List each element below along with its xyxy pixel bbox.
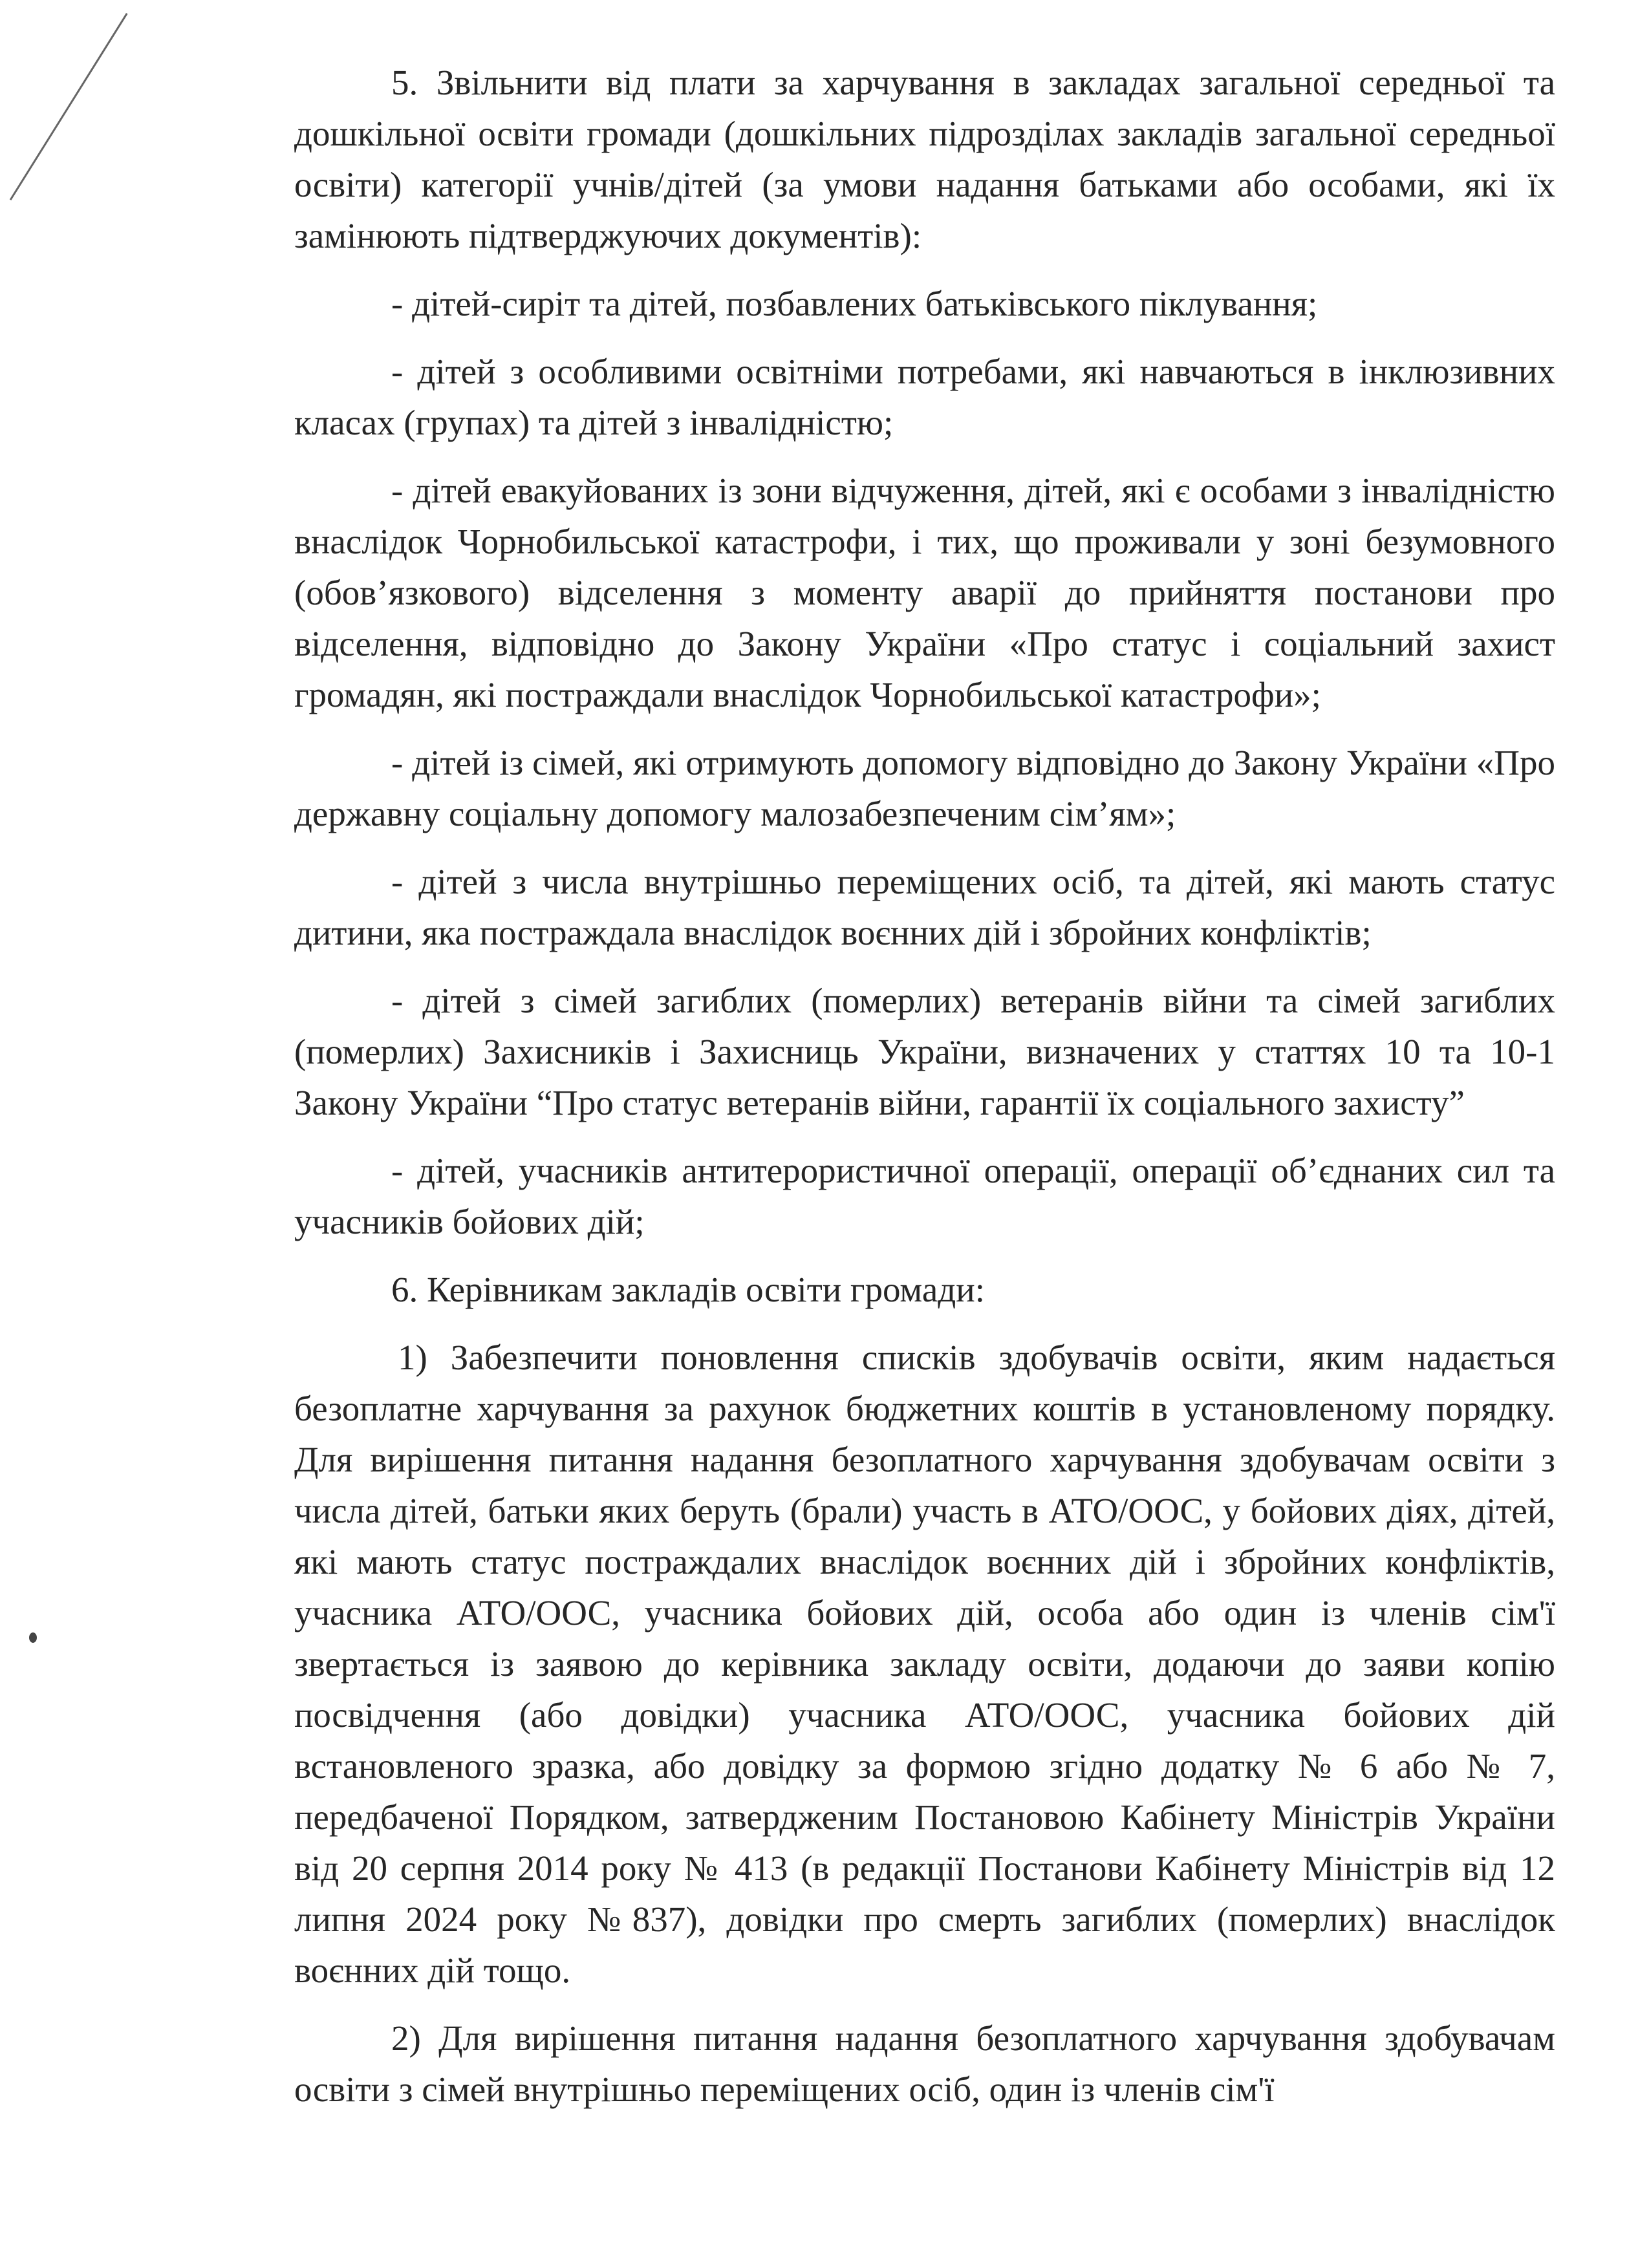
list-item-orphans: - дітей-сиріт та дітей, позбавлених батьківського піклування;: [391, 284, 1318, 323]
scan-dot-mark: [29, 1632, 37, 1643]
list-item-combatants: - дітей, учасників антитерористичної операції, операції об’єднаних сил та учасників бойових дій;: [294, 1151, 1555, 1241]
subparagraph-1: 1) Забезпечити поновлення списків здобувачів освіти, яким надається безоплатне харчування за рахунок бюджетних коштів в установленому порядку. Для вирішення питання надання безоплатного харчування здобувачам освіти з числа дітей, батьки яких беруть (брали) участь в АТО/ООС, у бойових діях, дітей, які мають статус постраждалих внаслідок воєнних дій і збройних конфліктів, учасника АТО/ООС, учасника бойових дій, особа або один із членів сім'ї звертається із заявою до керівника закладу освіти, додаючи до заяви копію посвідчення (або довідки) учасника АТО/ООС, учасника бойових дій встановленого зразка, або довідку за формою згідно додатку № 6 або № 7, передбаченої Порядком, затвердженим Постановою Кабінету Міністрів України від 20 серпня 2014 року № 413 (в редакції Постанови Кабінету Міністрів від 12 липня 2024 року №837), довідки про смерть загиблих (померлих) внаслідок воєнних дій тощо.: [294, 1338, 1555, 1990]
list-item-special-needs: - дітей з особливими освітніми потребами, які навчаються в інклюзивних класах (групах) та дітей з інвалідністю;: [294, 352, 1555, 442]
scan-stroke-mark: [10, 13, 128, 200]
subparagraph-2: 2) Для вирішення питання надання безоплатного харчування здобувачам освіти з сімей внутрішньо переміщених осіб, один із членів сім'ї: [294, 2018, 1555, 2109]
paragraph-6: 6. Керівникам закладів освіти громади:: [391, 1270, 985, 1309]
list-item-low-income: - дітей із сімей, які отримують допомогу відповідно до Закону України «Про державну соціальну допомогу малозабезпеченим сім’ям»;: [294, 743, 1555, 833]
document-body: [294, 57, 1555, 2132]
list-item-idp: - дітей з числа внутрішньо переміщених осіб, та дітей, які мають статус дитини, яка постраждала внаслідок воєнних дій і збройних конфліктів;: [294, 862, 1555, 952]
paragraph-5: 5. Звільнити від плати за харчування в закладах загальної середньої та дошкільної освіти громади (дошкільних підрозділах закладів загальної середньої освіти) категорії учнів/дітей (за умови надання батьками або особами, які їх замінюють підтверджуючих документів):: [294, 63, 1555, 255]
list-item-fallen-veterans: - дітей з сімей загиблих (померлих) ветеранів війни та сімей загиблих (померлих) Захисників і Захисниць України, визначених у статтях 10 та 10-1 Закону України “Про статус ветеранів війни, гарантії їх соціального захисту”: [294, 981, 1555, 1122]
list-item-chornobyl: - дітей евакуйованих із зони відчуження, дітей, які є особами з інвалідністю внаслідок Чорнобильської катастрофи, і тих, що проживали у зоні безумовного (обов’язкового) відселення з моменту аварії до прийняття постанови про відселення, відповідно до Закону України «Про статус і соціальний захист громадян, які постраждали внаслідок Чорнобильської катастрофи»;: [294, 471, 1555, 714]
